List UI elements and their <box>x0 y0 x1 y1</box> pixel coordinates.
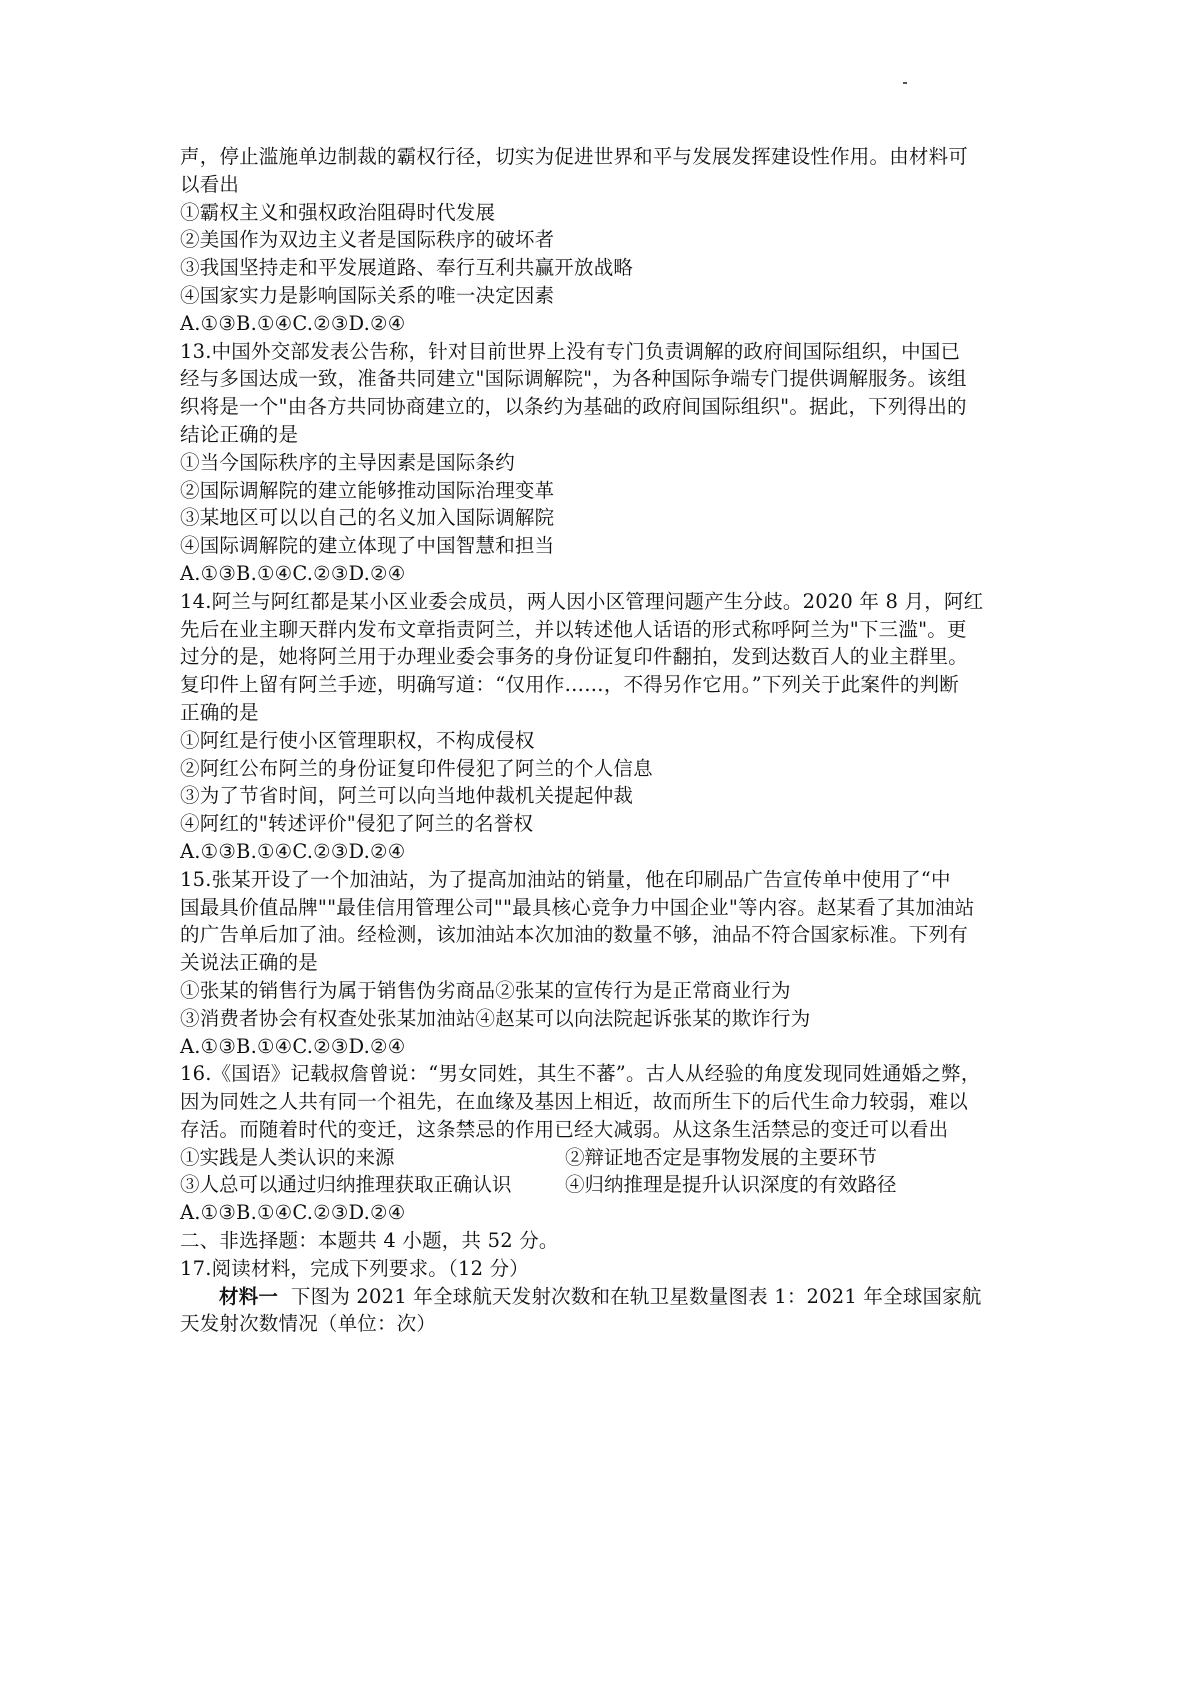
statement-option: ④归纳推理是提升认识深度的有效路径 <box>565 1173 897 1197</box>
question-stem-line: 结论正确的是 <box>180 422 299 446</box>
statement-option: ①当今国际秩序的主导因素是国际条约 <box>180 450 515 474</box>
question-stem-line: 13.中国外交部发表公告称，针对目前世界上没有专门负责调解的政府间国际组织，中国已 <box>180 339 961 363</box>
question-16 <box>180 1060 1030 1227</box>
statement-option: ①实践是人类认识的来源 <box>180 1145 395 1169</box>
statement-option: ③我国坚持走和平发展道路、奉行互利共赢开放战略 <box>180 256 634 280</box>
material-text-line: 天发射次数情况（单位：次） <box>180 1312 437 1336</box>
question-stem-line: 声，停止滥施单边制裁的霸权行径，切实为促进世界和平与发展发挥建设性作用。由材料可 <box>180 145 969 168</box>
question-17 <box>180 1255 1030 1338</box>
statement-option: ①霸权主义和强权政治阻碍时代发展 <box>180 200 496 224</box>
page-corner-mark <box>903 82 907 84</box>
statement-option: ④国家实力是影响国际关系的唯一决定因素 <box>180 283 555 307</box>
question-stem-line: 因为同姓之人共有同一个祖先，在血缘及基因上相近，故而所生下的后代生命力较弱，难以 <box>180 1090 969 1114</box>
question-stem-line: 14.阿兰与阿红都是某小区业委会成员，两人因小区管理问题产生分歧。2020 年 8 月，阿红 <box>180 589 984 613</box>
statement-option: ②辩证地否定是事物发展的主要环节 <box>565 1145 878 1169</box>
question-stem-line: 16.《国语》记载叔詹曾说：“男女同姓，其生不蕃”。古人从经验的角度发现同姓通婚之弊， <box>180 1062 981 1086</box>
material-intro-line <box>180 1283 1030 1311</box>
question-stem-line: 17.阅读材料，完成下列要求。（12 分） <box>180 1256 529 1280</box>
question-stem-line: 过分的是，她将阿兰用于办理业委会事务的身份证复印件翻拍，发到达数百人的业主群里。 <box>180 645 969 669</box>
question-14 <box>180 588 1030 866</box>
exam-page <box>180 143 1030 1338</box>
question-13 <box>180 338 1030 588</box>
answer-choices: A.①③B.①④C.②③D.②④ <box>180 839 406 863</box>
question-stem-line: 复印件上留有阿兰手迹，明确写道：“仅用作……，不得另作它用。”下列关于此案件的判断 <box>180 673 959 697</box>
statement-option: ①张某的销售行为属于销售伪劣商品②张某的宣传行为是正常商业行为 <box>180 978 791 1002</box>
question-stem-line: 国最具价值品牌""最佳信用管理公司""最具核心竞争力中国企业"等内容。赵某看了其加油站 <box>180 895 975 919</box>
question-stem-line: 以看出 <box>180 172 240 196</box>
question-stem-line: 存活。而随着时代的变迁，这条禁忌的作用已经大减弱。从这条生活禁忌的变迁可以看出 <box>180 1117 949 1141</box>
statement-option-row <box>180 1171 1030 1199</box>
statement-option: ③为了节省时间，阿兰可以向当地仲裁机关提起仲裁 <box>180 784 634 808</box>
statement-option: ④阿红的"转述评价"侵犯了阿兰的名誉权 <box>180 812 534 836</box>
question-stem-line: 正确的是 <box>180 700 259 724</box>
answer-choices: A.①③B.①④C.②③D.②④ <box>180 1034 406 1058</box>
statement-option-row <box>180 1144 1030 1172</box>
answer-choices: A.①③B.①④C.②③D.②④ <box>180 311 406 335</box>
statement-option: ③某地区可以以自己的名义加入国际调解院 <box>180 506 555 530</box>
material-label: 材料一 <box>219 1284 279 1308</box>
question-stem-line: 15.张某开设了一个加油站，为了提高加油站的销量，他在印刷品广告宣传单中使用了“中 <box>180 867 951 891</box>
question-12 <box>180 143 1030 338</box>
statement-option: ②美国作为双边主义者是国际秩序的破坏者 <box>180 228 555 252</box>
statement-option: ②国际调解院的建立能够推动国际治理变革 <box>180 478 555 502</box>
question-stem-line: 先后在业主聊天群内发布文章指责阿兰，并以转述他人话语的形式称呼阿兰为"下三滥"。更 <box>180 617 967 641</box>
question-stem-line: 经与多国达成一致，准备共同建立"国际调解院"，为各种国际争端专门提供调解服务。该组 <box>180 367 967 391</box>
statement-option: ③消费者协会有权查处张某加油站④赵某可以向法院起诉张某的欺诈行为 <box>180 1006 811 1030</box>
material-text: 下图为 2021 年全球航天发射次数和在轨卫星数量图表 1：2021 年全球国家航 <box>290 1284 982 1308</box>
statement-option: ④国际调解院的建立体现了中国智慧和担当 <box>180 534 555 558</box>
answer-choices: A.①③B.①④C.②③D.②④ <box>180 561 406 585</box>
answer-choices: A.①③B.①④C.②③D.②④ <box>180 1201 406 1225</box>
statement-option: ②阿红公布阿兰的身份证复印件侵犯了阿兰的个人信息 <box>180 756 653 780</box>
question-stem-line: 关说法正确的是 <box>180 951 318 975</box>
statement-option: ①阿红是行使小区管理职权，不构成侵权 <box>180 728 535 752</box>
question-15 <box>180 866 1030 1061</box>
statement-option: ③人总可以通过归纳推理获取正确认识 <box>180 1173 512 1197</box>
question-stem-line: 的广告单后加了油。经检测，该加油站本次加油的数量不够，油品不符合国家标准。下列有 <box>180 923 969 947</box>
question-stem-line: 织将是一个"由各方共同协商建立的，以条约为基础的政府间国际组织"。据此，下列得出的 <box>180 395 967 419</box>
section-heading: 二、非选择题：本题共 4 小题，共 52 分。 <box>180 1229 559 1253</box>
